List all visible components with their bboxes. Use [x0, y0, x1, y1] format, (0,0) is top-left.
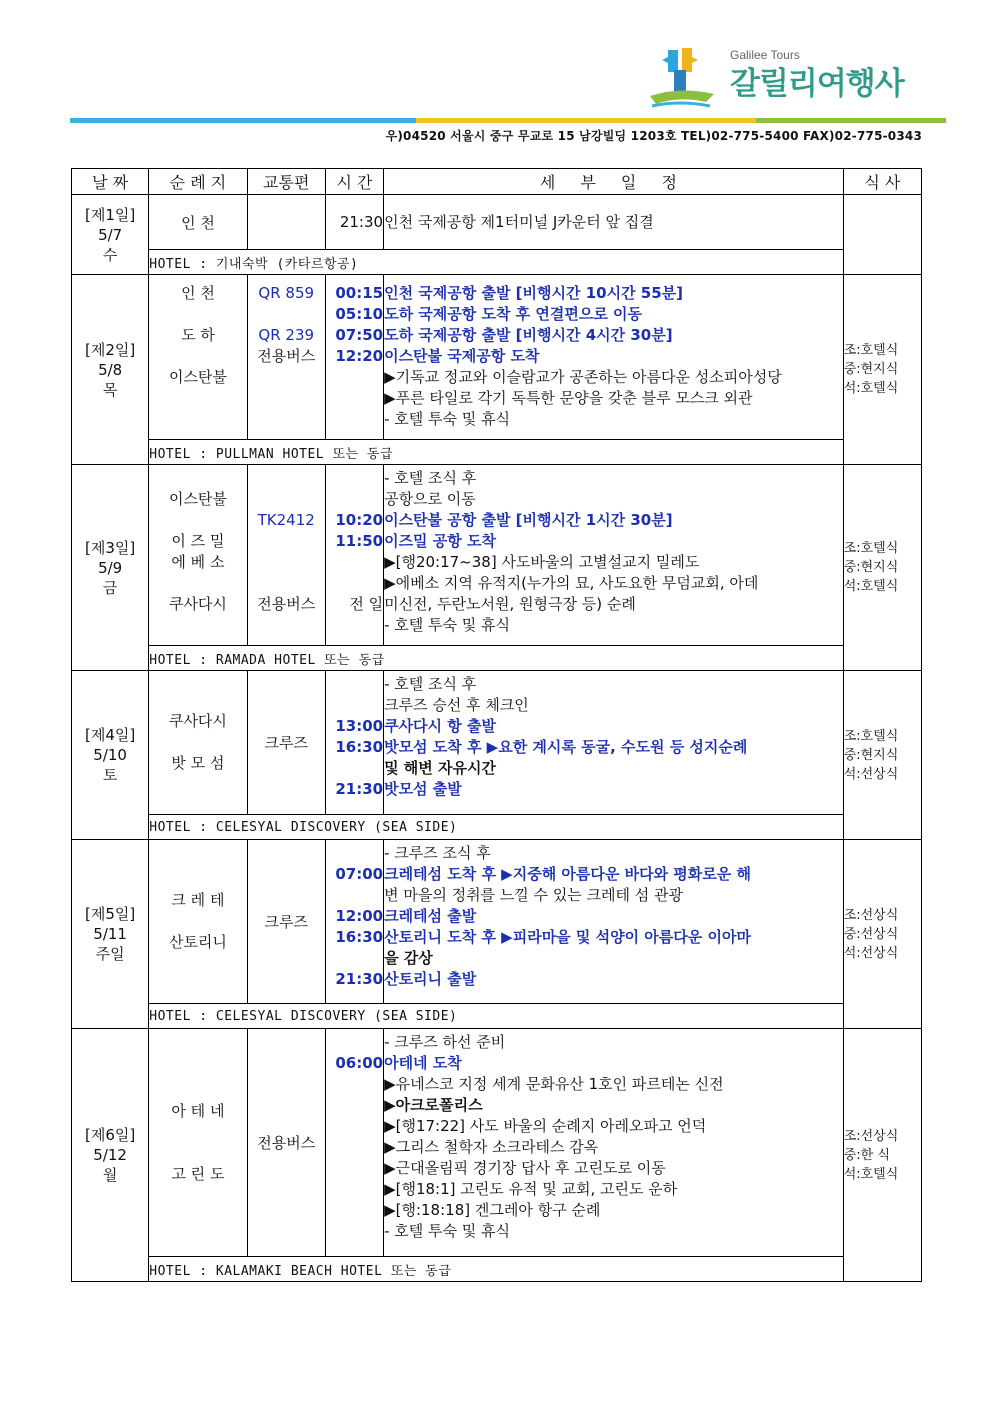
time-value: 16:30 — [335, 928, 384, 946]
meal-breakfast: 조:선상식 — [843, 907, 899, 923]
day-number: [제1일] — [85, 205, 136, 224]
detail-line: ▶에베소 지역 유적지(누가의 묘, 사도요한 무덤교회, 아데 — [384, 574, 759, 592]
detail-line: 산토리니 도착 후 ▶피라마을 및 석양이 아름다운 이아마 — [384, 928, 751, 946]
detail-line: 을 감상 — [384, 949, 433, 967]
detail-line: - 호텔 조식 후 — [384, 675, 477, 693]
place-cell — [149, 275, 247, 440]
day-date: 5/12 — [93, 1146, 127, 1164]
detail-line: ▶기독교 정교와 이슬람교가 공존하는 아름다운 성소피아성당 — [384, 368, 782, 386]
detail-cell — [384, 671, 844, 815]
hotel-row — [72, 1257, 922, 1282]
detail-line: 인천 국제공항 출발 [비행시간 10시간 55분] — [384, 284, 683, 302]
meal-lunch: 중:현지식 — [843, 560, 899, 575]
transport-cell — [247, 195, 325, 250]
place-name: 이스탄불 — [168, 368, 227, 386]
detail-line: ▶[행:18:18] 겐그레아 항구 순례 — [384, 1201, 601, 1219]
meal-cell — [843, 671, 921, 840]
time-value: 11:50 — [335, 532, 384, 550]
transport-value: TK2412 — [257, 511, 315, 529]
day-number: [제6일] — [85, 1126, 136, 1144]
place-cell — [149, 465, 247, 646]
hotel-row — [72, 1004, 922, 1029]
header-divider-yellow — [416, 118, 756, 123]
time-value: 12:20 — [335, 347, 384, 365]
detail-line: 이스탄불 국제공항 도착 — [384, 347, 540, 365]
detail-line: - 호텔 투숙 및 휴식 — [384, 616, 510, 634]
day-date: 5/10 — [93, 746, 127, 764]
logo-english-name: Galilee Tours — [730, 48, 800, 62]
header-date: 날 짜 — [72, 169, 149, 195]
time-value: 07:50 — [335, 326, 384, 344]
transport-cell — [247, 465, 325, 646]
transport-value: 전용버스 — [257, 1134, 316, 1152]
detail-line: 크레테섬 출발 — [384, 907, 477, 925]
place-name: 산토리니 — [168, 933, 227, 951]
detail-line: 아테네 도착 — [384, 1054, 462, 1072]
detail-cell — [384, 465, 844, 646]
detail-line: ▶[행20:17~38] 사도바울의 고별설교지 밀레도 — [384, 553, 700, 571]
time-value: 06:00 — [335, 1054, 384, 1072]
time-cell — [325, 275, 383, 440]
meal-cell — [843, 1029, 921, 1282]
detail-line: 쿠사다시 항 출발 — [384, 717, 496, 735]
day-date-cell — [72, 671, 149, 840]
header-transport: 교통편 — [247, 169, 325, 195]
day-date: 5/11 — [93, 925, 127, 943]
time-cell — [325, 465, 383, 646]
place-cell — [149, 195, 247, 250]
detail-cell — [384, 840, 844, 1004]
detail-line: 이즈밀 공항 도착 — [384, 532, 496, 550]
place-name: 인 천 — [181, 284, 215, 302]
place-name: 도 하 — [181, 326, 215, 344]
time-cell — [325, 840, 383, 1004]
day-number: [제5일] — [85, 905, 136, 923]
detail-line: ▶근대올림픽 경기장 답사 후 고린도로 이동 — [384, 1159, 666, 1177]
meal-cell — [843, 195, 921, 275]
transport-value: 전용버스 — [257, 347, 316, 365]
hotel-info: HOTEL : CELESYAL DISCOVERY (SEA SIDE) — [149, 1004, 843, 1029]
header-detail: 세 부 일 정 — [384, 169, 844, 195]
time-value: 21:30 — [335, 970, 384, 988]
hotel-info: HOTEL : CELESYAL DISCOVERY (SEA SIDE) — [149, 815, 843, 840]
hotel-row — [72, 646, 922, 671]
detail-line: ▶[행17:22] 사도 바울의 순례지 아레오파고 언덕 — [384, 1117, 707, 1135]
hotel-row — [72, 440, 922, 465]
meal-cell — [843, 275, 921, 465]
detail-cell — [384, 1029, 844, 1257]
time-value: 전 일 — [349, 595, 384, 613]
meal-cell — [843, 465, 921, 671]
day-number: [제3일] — [85, 538, 136, 557]
place-name: 크 레 테 — [171, 891, 225, 909]
detail-line: 미신전, 두란노서원, 원형극장 등) 순례 — [384, 595, 636, 613]
meal-lunch: 중:현지식 — [843, 362, 899, 377]
detail-line: ▶아크로폴리스 — [384, 1096, 483, 1114]
time-value: 07:00 — [335, 865, 384, 883]
time-value: 21:30 — [335, 780, 384, 798]
day-weekday: 월 — [102, 1166, 118, 1184]
place-name: 고 린 도 — [171, 1164, 225, 1183]
detail-line: ▶그리스 철학자 소크라테스 감옥 — [384, 1138, 599, 1156]
detail-line: 크레테섬 도착 후 ▶지중해 아름다운 바다와 평화로운 해 — [384, 865, 751, 883]
day-date-cell — [72, 465, 149, 671]
day-weekday: 금 — [102, 578, 118, 597]
place-name: 이 즈 밀 — [171, 532, 225, 550]
table-header-row — [72, 169, 922, 195]
place-name: 쿠사다시 — [168, 595, 227, 613]
detail-line: - 호텔 조식 후 — [384, 469, 477, 487]
company-address: 우)04520 서울시 중구 무교로 15 남강빌딩 1203호 TEL)02-775-5400 FAX)02-775-0343 — [385, 129, 922, 143]
header-divider-blue — [70, 118, 416, 123]
meal-lunch: 중:한 식 — [843, 1147, 890, 1163]
day-weekday: 수 — [102, 245, 118, 264]
detail-line: 이스탄불 공항 출발 [비행시간 1시간 30분] — [384, 511, 673, 529]
meal-lunch: 중:현지식 — [843, 747, 899, 763]
detail-line: ▶유네스코 지정 세계 문화유산 1호인 파르테논 신전 — [384, 1075, 724, 1093]
detail-line: 인천 국제공항 제1터미널 J카운터 앞 집결 — [384, 212, 654, 231]
detail-line: - 크루즈 하선 준비 — [384, 1033, 506, 1051]
day-date: 5/8 — [98, 360, 123, 379]
detail-line: 변 마을의 정취를 느낄 수 있는 크레테 섬 관광 — [384, 886, 684, 904]
time-value: 00:15 — [335, 284, 384, 302]
day-row — [72, 1029, 922, 1257]
place-name: 에 베 소 — [171, 553, 225, 571]
header-time: 시 간 — [325, 169, 383, 195]
transport-value: QR 239 — [258, 326, 315, 344]
meal-cell — [843, 840, 921, 1029]
detail-line: 도하 국제공항 도착 후 연결편으로 이동 — [384, 305, 643, 323]
header-place: 순 례 지 — [149, 169, 247, 195]
detail-line: 및 해변 자유시간 — [384, 759, 496, 777]
logo-mark-icon — [640, 44, 726, 116]
time-cell — [325, 195, 383, 250]
day-date-cell — [72, 1029, 149, 1282]
time-value: 12:00 — [335, 907, 384, 925]
place-name: 쿠사다시 — [168, 712, 227, 730]
detail-line: - 호텔 투숙 및 휴식 — [384, 1222, 510, 1240]
hotel-info: HOTEL : KALAMAKI BEACH HOTEL 또는 동급 — [149, 1257, 843, 1282]
itinerary-table — [71, 168, 922, 1282]
header-meal: 식 사 — [843, 169, 921, 195]
day-row — [72, 275, 922, 440]
place-name: 이스탄불 — [168, 490, 227, 508]
place-name: 아 테 네 — [171, 1101, 225, 1120]
day-row — [72, 195, 922, 250]
meal-breakfast: 조:호텔식 — [843, 541, 899, 556]
header-divider-green — [756, 118, 946, 123]
meal-breakfast: 조:선상식 — [843, 1128, 899, 1144]
meal-breakfast: 조:호텔식 — [843, 343, 899, 358]
meal-dinner: 석:선상식 — [843, 766, 899, 782]
detail-line: ▶푸른 타일로 각기 독특한 문양을 갖춘 블루 모스크 외관 — [384, 389, 753, 407]
day-row — [72, 465, 922, 646]
day-date: 5/9 — [98, 558, 123, 577]
place-name: 인 천 — [181, 213, 215, 232]
transport-cell — [247, 275, 325, 440]
day-date-cell — [72, 840, 149, 1029]
transport-cell — [247, 671, 325, 815]
day-weekday: 토 — [102, 766, 118, 784]
day-date-cell — [72, 195, 149, 275]
place-cell — [149, 1029, 247, 1257]
transport-value: 크루즈 — [264, 734, 308, 752]
meal-dinner: 석:호텔식 — [843, 1166, 899, 1182]
time-value: 13:00 — [335, 717, 384, 735]
time-cell — [325, 1029, 383, 1257]
detail-line: 공항으로 이동 — [384, 490, 476, 508]
detail-line: - 크루즈 조식 후 — [384, 844, 491, 862]
time-value: 21:30 — [339, 213, 384, 231]
detail-cell — [384, 195, 844, 250]
detail-cell — [384, 275, 844, 440]
transport-cell — [247, 1029, 325, 1257]
day-number: [제4일] — [85, 726, 136, 744]
time-cell — [325, 671, 383, 815]
detail-line: 산토리니 출발 — [384, 970, 477, 988]
place-cell — [149, 671, 247, 815]
hotel-row — [72, 815, 922, 840]
place-cell — [149, 840, 247, 1004]
logo-korean-name: 갈릴리여행사 — [730, 66, 904, 102]
time-value: 10:20 — [335, 511, 384, 529]
day-weekday: 주일 — [95, 945, 125, 963]
meal-breakfast: 조:호텔식 — [843, 728, 899, 744]
day-row — [72, 840, 922, 1004]
detail-line: - 호텔 투숙 및 휴식 — [384, 410, 510, 428]
time-value: 05:10 — [335, 305, 384, 323]
time-value: 16:30 — [335, 738, 384, 756]
day-date-cell — [72, 275, 149, 465]
day-number: [제2일] — [85, 340, 136, 359]
transport-value: 크루즈 — [264, 913, 308, 931]
detail-line: 크루즈 승선 후 체크인 — [384, 696, 529, 714]
hotel-info: HOTEL : RAMADA HOTEL 또는 동급 — [149, 646, 843, 671]
meal-dinner: 석:호텔식 — [843, 579, 899, 594]
detail-line: 도하 국제공항 출발 [비행시간 4시간 30분] — [384, 326, 673, 344]
hotel-info: HOTEL : 기내숙박 (카타르항공) — [149, 250, 843, 275]
detail-line: 밧모섬 도착 후 ▶요한 계시록 동굴, 수도원 등 성지순례 — [384, 738, 748, 756]
meal-lunch: 중:선상식 — [843, 926, 899, 942]
detail-line: 밧모섬 출발 — [384, 780, 462, 798]
meal-dinner: 석:호텔식 — [843, 381, 899, 396]
hotel-row — [72, 250, 922, 275]
meal-dinner: 석:선상식 — [843, 945, 899, 961]
day-row — [72, 671, 922, 815]
day-date: 5/7 — [98, 225, 123, 244]
transport-value: 전용버스 — [257, 595, 316, 613]
transport-value: QR 859 — [258, 284, 315, 302]
detail-line: ▶[행18:1] 고린도 유적 및 교회, 고린도 운하 — [384, 1180, 678, 1198]
hotel-info: HOTEL : PULLMAN HOTEL 또는 동급 — [149, 440, 843, 465]
day-weekday: 목 — [102, 380, 118, 399]
transport-cell — [247, 840, 325, 1004]
place-name: 밧 모 섬 — [171, 754, 225, 772]
